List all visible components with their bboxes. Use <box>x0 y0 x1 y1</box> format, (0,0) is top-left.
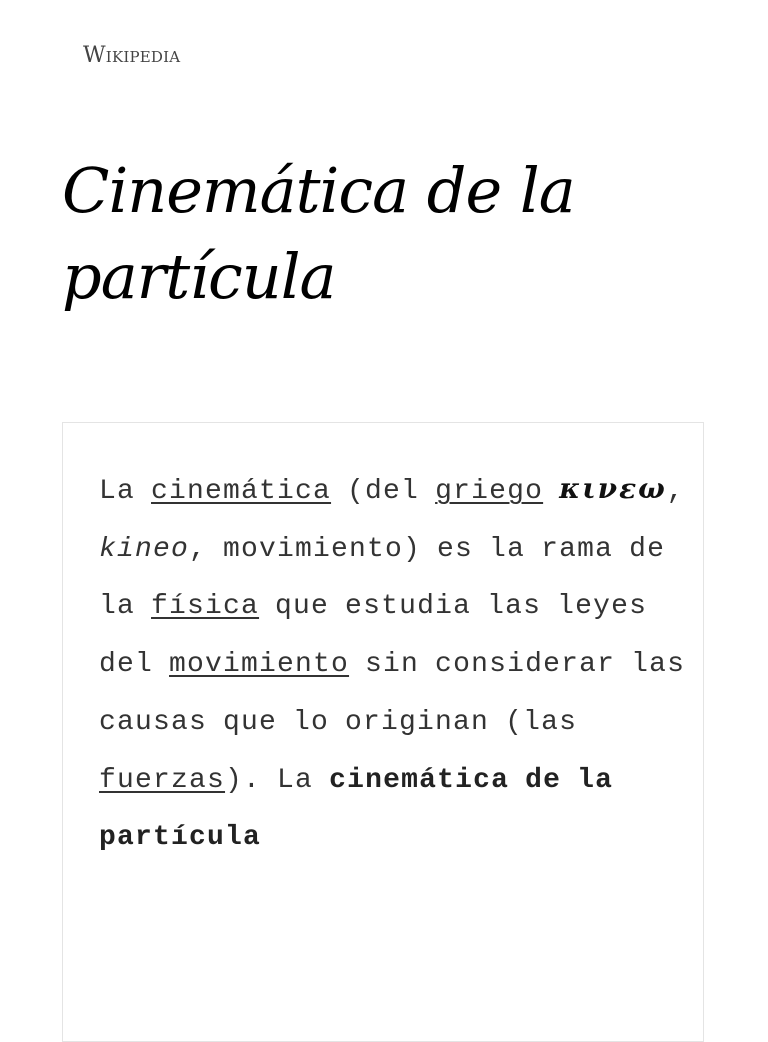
link-movimiento[interactable]: movimiento <box>169 649 350 681</box>
link-fisica[interactable]: física <box>151 591 260 623</box>
link-griego[interactable]: griego <box>435 476 544 507</box>
page-title: Cinemática de la partícula <box>62 154 575 313</box>
article-content <box>62 422 704 1042</box>
intro-text: , <box>666 476 685 507</box>
intro-text: La <box>99 476 152 507</box>
intro-paragraph <box>99 460 699 867</box>
bold-term: cinemática de la partícula <box>99 764 614 854</box>
intro-text: sin considerar las causas que lo originan (las <box>99 649 686 738</box>
greek-word: κινεω <box>559 472 667 505</box>
intro-text: que estudia las leyes del <box>99 591 648 681</box>
wikipedia-logo[interactable]: Wikipedia <box>83 43 181 68</box>
link-cinematica[interactable]: cinemática <box>151 476 332 507</box>
intro-text: , movimiento) es la rama de la <box>99 533 666 623</box>
intro-text: (del <box>331 476 436 507</box>
link-fuerzas[interactable]: fuerzas <box>99 764 226 796</box>
intro-text <box>543 476 559 507</box>
intro-text: ). La <box>225 764 330 796</box>
transliteration: kineo <box>99 533 190 565</box>
